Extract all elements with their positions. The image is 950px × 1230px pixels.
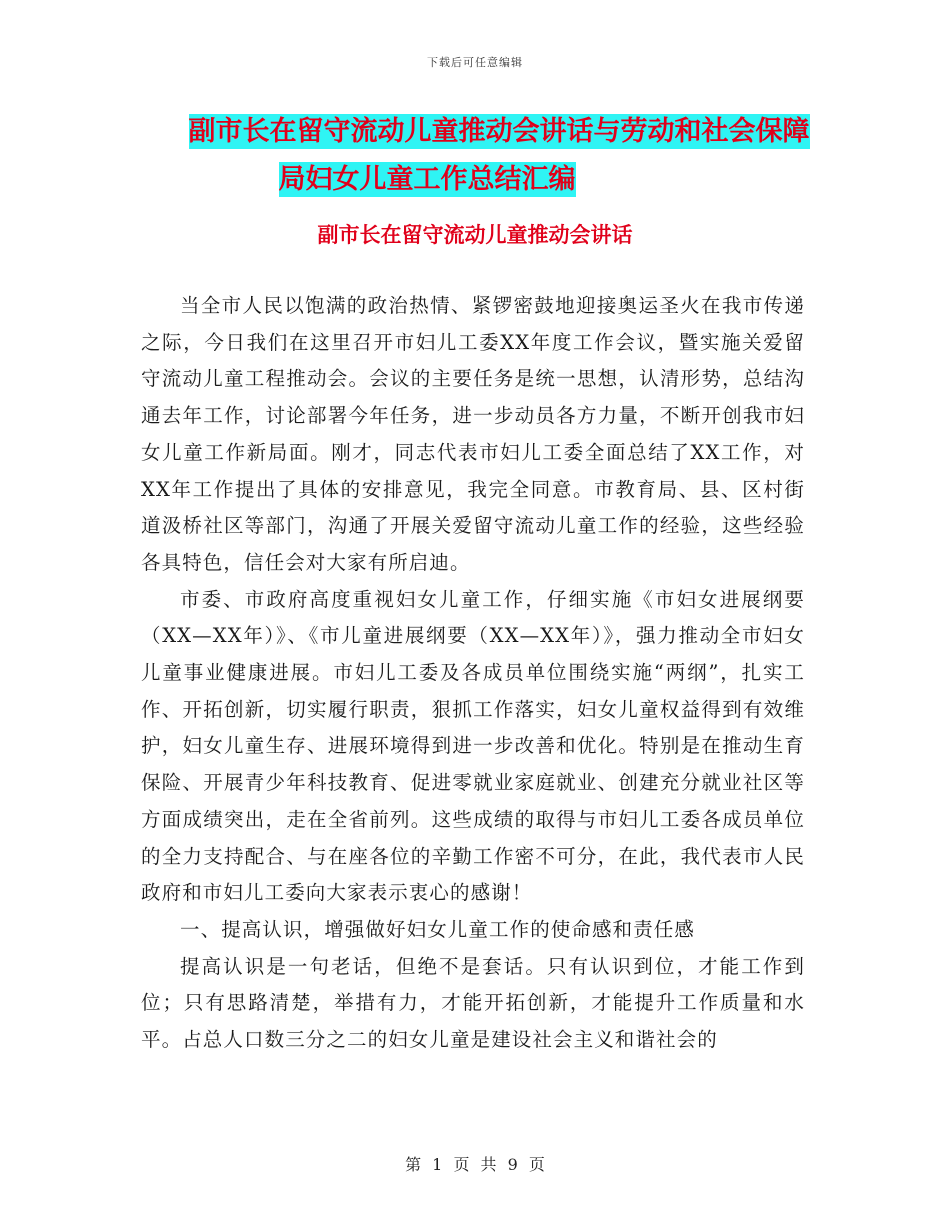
document-title <box>0 108 950 204</box>
document-title-line-2: 局妇女儿童工作总结汇编 <box>278 164 576 195</box>
page-number: 第 1 页 共 9 页 <box>405 1155 545 1174</box>
document-title-line-1: 副市长在留守流动儿童推动会讲话与劳动和社会保障 <box>188 116 810 147</box>
paragraph: 当全市人民以饱满的政治热情、紧锣密鼓地迎接奥运圣火在我市传递之际，今日我们在这里召开市妇儿工委XX年度工作会议，暨实施关爱留守流动儿童工程推动会。会议的主要任务是统一思想，认清形势，总结沟通去年工作，讨论部署今年任务，进一步动员各方力量，不断开创我市妇女儿童工作新局面。刚才，同志代表市妇儿工委全面总结了XX工作，对XX年工作提出了具体的安排意见，我完全同意。市教育局、县、区村街道汲桥社区等部门，沟通了开展关爱留守流动儿童工作的经验，这些经验各具特色，信任会对大家有所启迪。 <box>141 294 805 574</box>
document-body <box>141 288 805 1059</box>
paragraph-heading: 一、提高认识，增强做好妇女儿童工作的使命感和责任感 <box>180 917 696 941</box>
paragraph: 提高认识是一句老话，但绝不是套话。只有认识到位，才能工作到位；只有思路清楚，举措有力，才能开拓创新，才能提升工作质量和水平。占总人口数三分之二的妇女儿童是建设社会主义和谐社会的 <box>141 954 805 1052</box>
section-title: 副市长在留守流动儿童推动会讲话 <box>317 223 633 247</box>
header-note: 下载后可任意编辑 <box>427 56 523 69</box>
paragraph: 市委、市政府高度重视妇女儿童工作，仔细实施《市妇女进展纲要（XX—XX年）》、《市儿童进展纲要（XX—XX年）》，强力推动全市妇女儿童事业健康进展。市妇儿工委及各成员单位围绕实施“两纲”，扎实工作、开拓创新，切实履行职责，狠抓工作落实，妇女儿童权益得到有效维护，妇女儿童生存、进展环境得到进一步改善和优化。特别是在推动生育保险、开展青少年科技教育、促进零就业家庭就业、创建充分就业社区等方面成绩突出，走在全省前列。这些成绩的取得与市妇儿工委各成员单位的全力支持配合、与在座各位的辛勤工作密不可分，在此，我代表市人民政府和市妇儿工委向大家表示衷心的感谢！ <box>141 587 805 905</box>
